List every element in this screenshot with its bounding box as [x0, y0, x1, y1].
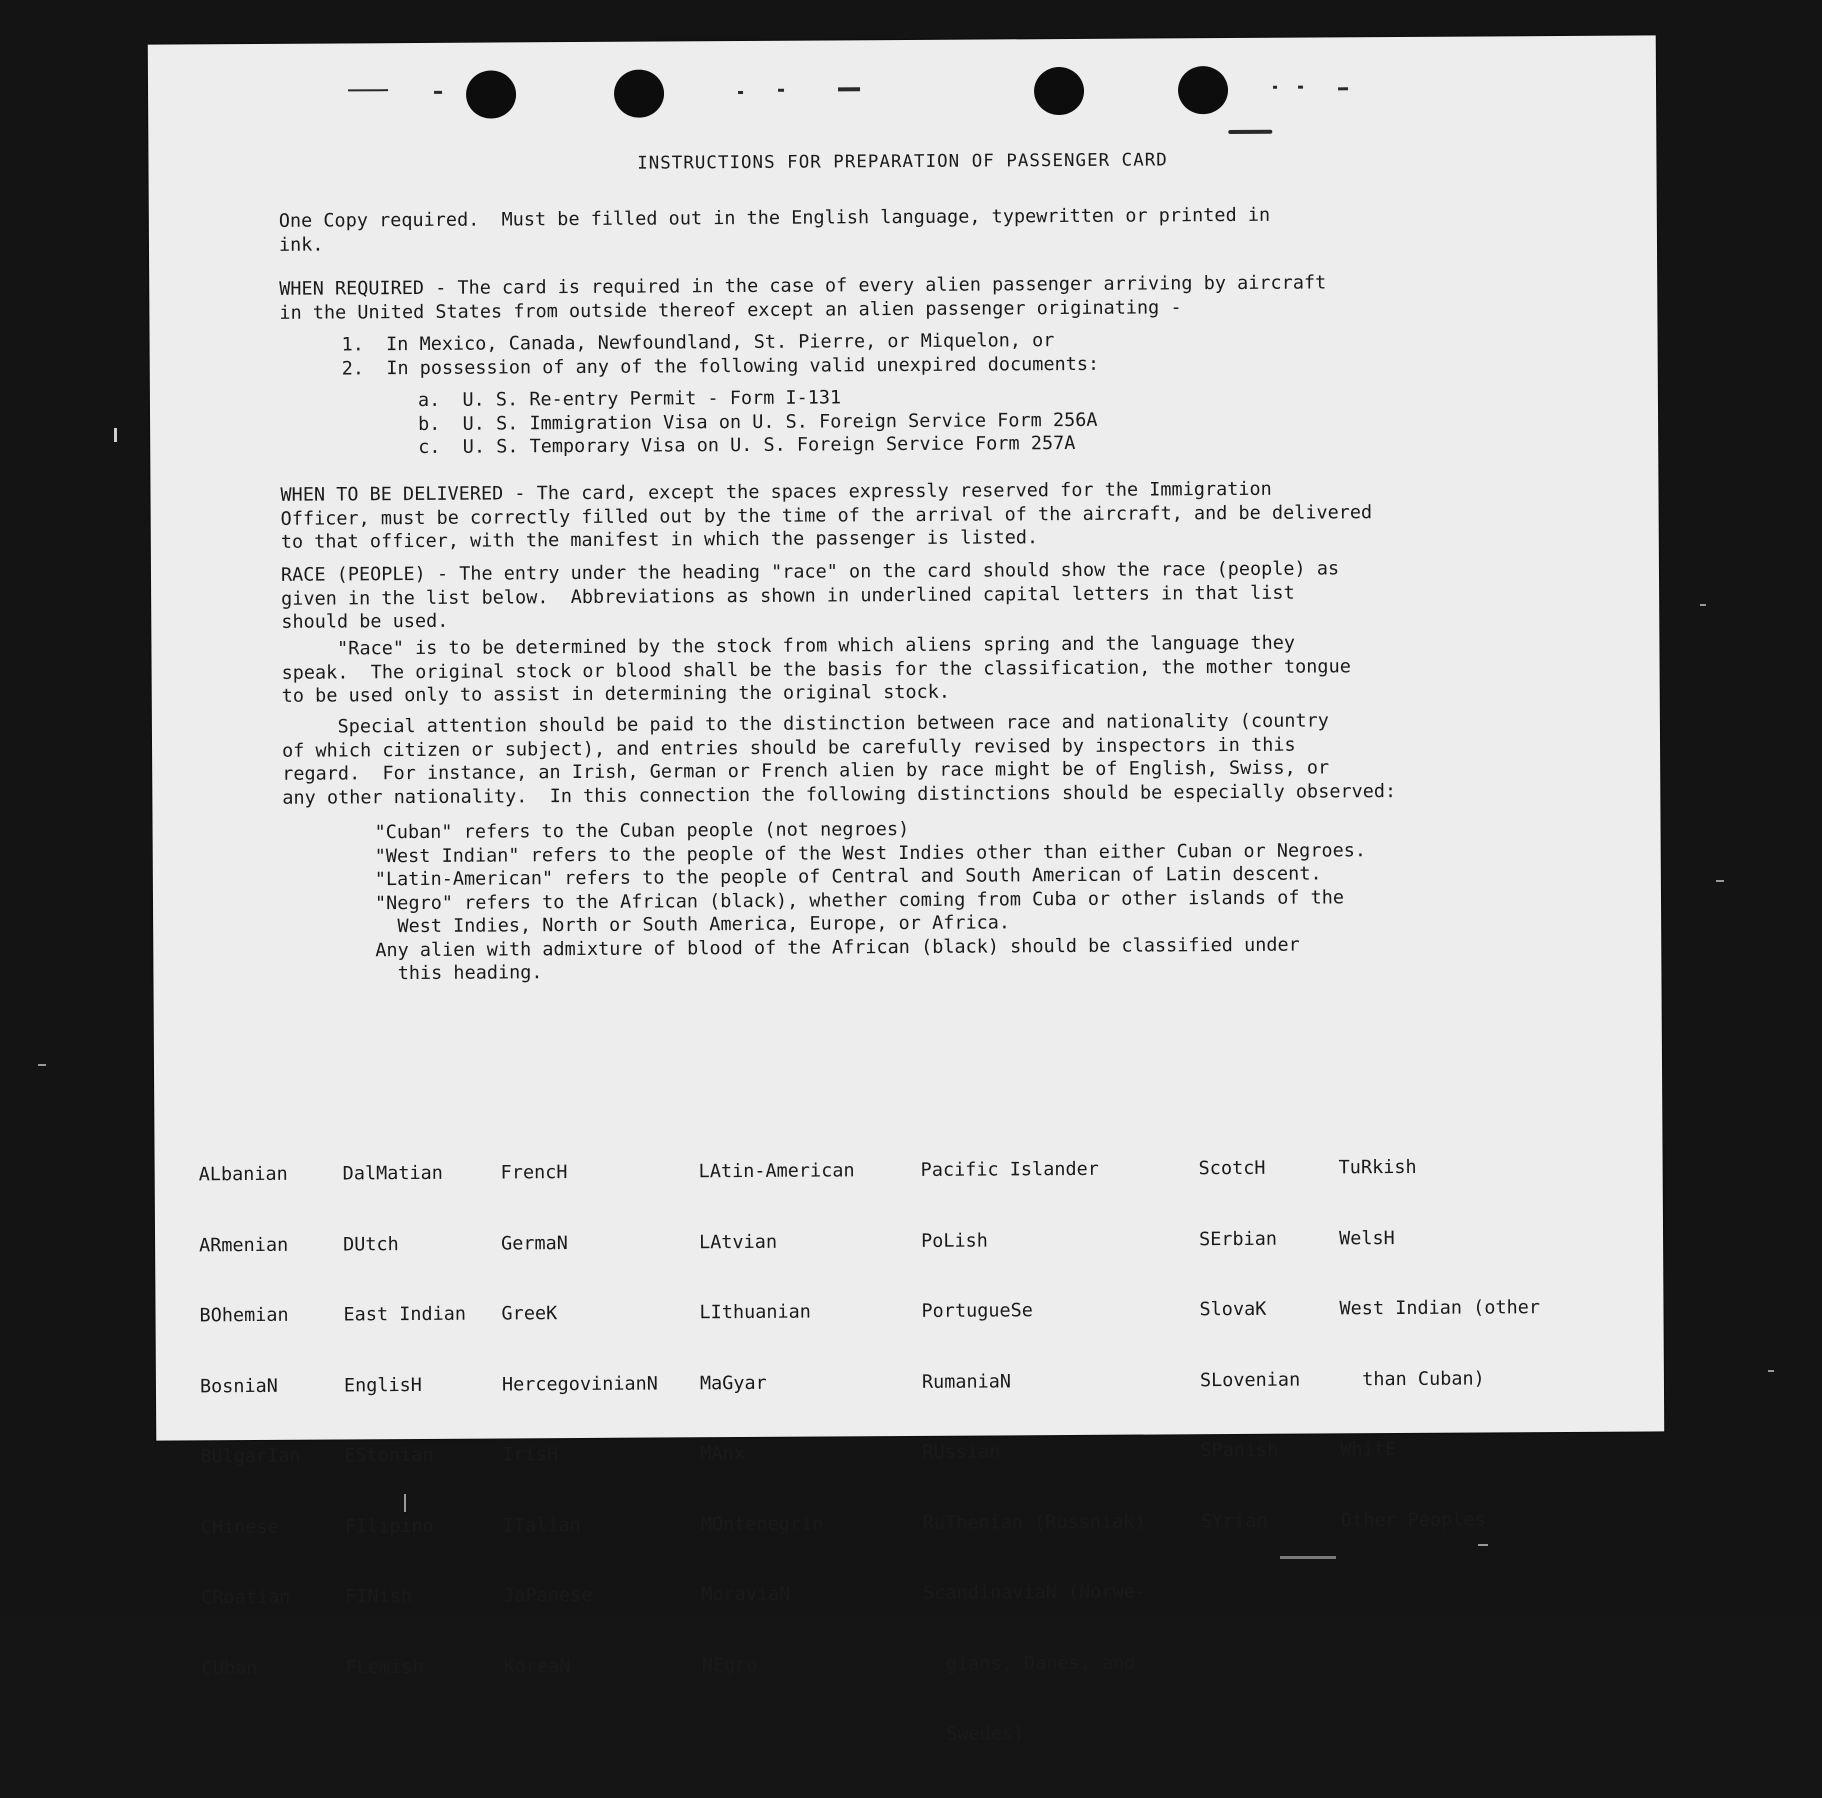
race-list-item: FIlipino — [344, 1515, 434, 1537]
race-list-item: than Cuban) — [1339, 1367, 1485, 1390]
race-list-item: LIthuanian — [699, 1301, 811, 1324]
race-list-item: SlovaK — [1199, 1298, 1267, 1321]
scan-speck — [1280, 1556, 1336, 1559]
race-list-item: FINish — [345, 1586, 413, 1608]
race-list-item: LAtin-American — [698, 1160, 855, 1183]
race-list-item: MOntenegrin — [700, 1513, 824, 1535]
punch-hole — [466, 70, 516, 118]
when-required-paragraph: WHEN REQUIRED - The card is required in the case of every alien passenger arriving by aircraft in the United States from outside thereof except an alien passenger originating - — [279, 272, 1327, 324]
race-list-column — [698, 1112, 858, 1724]
race-list-item: ScandinaviaN (Norwe- — [923, 1581, 1147, 1604]
scan-speck — [1768, 1370, 1774, 1372]
race-list-item: HercegovinianN — [501, 1373, 658, 1395]
race-list-item: EStonian — [344, 1444, 434, 1467]
distinctions-list: "Cuban" refers to the Cuban people (not negroes) "West Indian" refers to the people of the West Indies other than either Cuban or Negroes. "Latin-American" refers to the people of Central and South American of Latin descent. "Negro" refers to the African (black), whether coming from Cuba or other islands of the West Indies, North or South America, Europe, or Africa. Any alien with admixture of blood of the African (black) should be classified under this heading. — [374, 818, 1367, 985]
race-list-column — [1198, 1110, 1301, 1581]
race-list-item: Pacific Islander — [920, 1158, 1099, 1181]
scan-mark — [1338, 87, 1348, 90]
race-list-column — [500, 1114, 660, 1726]
race-list-item: MoraviaN — [701, 1583, 791, 1606]
race-list-item: CRoatian — [201, 1586, 291, 1609]
race-list-column — [198, 1116, 302, 1728]
race-list-item: EnglisH — [343, 1374, 422, 1396]
document-page — [148, 35, 1664, 1745]
race-list-item: JaPanese — [503, 1584, 593, 1607]
race-list-item: ITalian — [502, 1514, 581, 1536]
race-definition-paragraph: "Race" is to be determined by the stock from which aliens spring and the language they speak. The original stock or blood shall be the basis for the classification, the mother tongue to be used only to assist in determining the original stock. — [281, 632, 1351, 707]
race-list-item: LAtvian — [699, 1231, 778, 1253]
scan-mark — [778, 89, 784, 92]
race-list-item: TuRkish — [1338, 1156, 1417, 1179]
race-list-item: FrencH — [500, 1162, 568, 1184]
race-list-item: RUssian — [922, 1441, 1001, 1463]
race-list-item: DUtch — [343, 1233, 399, 1255]
documents-list: a. U. S. Re-entry Permit - Form I-131 b. U. S. Immigration Visa on U. S. Foreign Service Form 256A c. U. S. Temporary Visa on U. S. Foreign Service Form 257A — [417, 387, 1098, 458]
race-list-item: ARmenian — [199, 1234, 289, 1256]
scan-speck — [114, 428, 117, 442]
scan-speck — [1478, 1544, 1488, 1546]
race-list-item: BUlgarIan — [200, 1445, 301, 1468]
special-attention-paragraph: Special attention should be paid to the distinction between race and nationality (country of which citizen or subject), and entries should be carefully revised by inspectors in this regard. For instance, an Irish, German or French alien by race might be of English, Swiss, or any other nationality. In this connection the following distinctions should be especially observed: — [281, 710, 1397, 809]
scan-mark — [1273, 86, 1277, 89]
race-list-item: SYrian — [1200, 1510, 1268, 1532]
scan-mark — [738, 91, 743, 94]
race-list-item: SPanish — [1200, 1439, 1279, 1462]
race-list-item: ALbanian — [198, 1163, 288, 1186]
scan-speck — [38, 1064, 46, 1066]
race-list-item: CUban — [201, 1657, 258, 1679]
race-list-item: SLovenian — [1199, 1369, 1301, 1391]
race-list-item: RuThenian (Russniak) — [922, 1511, 1146, 1534]
race-list-item: KoreaN — [503, 1655, 571, 1677]
race-list-item: PoLish — [921, 1230, 988, 1252]
race-list-item: PortugueSe — [921, 1300, 1033, 1322]
scan-mark — [434, 91, 442, 94]
race-list-item: FLemish — [345, 1656, 424, 1678]
intro-paragraph: One Copy required. Must be filled out in the English language, typewritten or printed in ink. — [278, 204, 1271, 256]
race-list-item: Other Peoples — [1340, 1508, 1486, 1531]
race-list-item: GermaN — [501, 1232, 568, 1254]
scan-mark — [1298, 86, 1303, 89]
race-list-item: BosniaN — [199, 1375, 278, 1397]
race-list-item: GreeK — [501, 1303, 558, 1325]
race-list-item: ScotcH — [1198, 1157, 1266, 1180]
when-delivered-paragraph: WHEN TO BE DELIVERED - The card, except the spaces expressly reserved for the Immigration Officer, must be correctly filled out by the time of the arrival of the aircraft, and be delivered to that officer, with the manifest in which the passenger is listed. — [280, 478, 1373, 553]
race-list-column — [342, 1115, 468, 1727]
scan-speck — [1700, 604, 1706, 606]
race-list-item: WelsH — [1339, 1227, 1395, 1249]
race-list-item: NEgro — [701, 1654, 758, 1676]
scan-mark — [838, 87, 860, 91]
scan-speck — [404, 1494, 406, 1512]
scan-mark — [1228, 130, 1272, 134]
race-list-item: WhitE — [1340, 1439, 1397, 1461]
exceptions-list: 1. In Mexico, Canada, Newfoundland, St. Pierre, or Miquelon, or 2. In possession of any of the following valid unexpired documents: — [341, 330, 1100, 379]
scan-speck — [1716, 880, 1724, 882]
race-list-item: MaGyar — [699, 1372, 767, 1394]
race-list-item: SErbian — [1199, 1228, 1278, 1250]
race-list-item: BOhemian — [199, 1304, 289, 1327]
race-list-item: East Indian — [343, 1303, 467, 1326]
punch-hole — [1178, 66, 1228, 114]
scan-mark — [348, 89, 388, 91]
punch-hole — [614, 69, 664, 117]
race-list-item: West Indian (other — [1339, 1297, 1541, 1320]
punch-hole — [1034, 67, 1084, 115]
race-list-item: DalMatian — [342, 1162, 443, 1185]
race-list-item: gians, Danes, and — [923, 1652, 1136, 1675]
race-list-item: Swedes) — [924, 1723, 1025, 1745]
race-list-column — [920, 1111, 1147, 1794]
race-list-item: MAnx — [700, 1442, 745, 1465]
race-list-item: CHinese — [200, 1516, 279, 1538]
race-list-column — [1338, 1108, 1541, 1579]
race-people-paragraph: RACE (PEOPLE) - The entry under the heading "race" on the card should show the race (people) as given in the list below. Abbreviations as shown in underlined capital letters in that list should be used. — [280, 558, 1340, 633]
document-title: INSTRUCTIONS FOR PREPARATION OF PASSENGER CARD — [637, 150, 1168, 174]
race-list-item: IrisH — [502, 1444, 559, 1466]
race-list-item: RumaniaN — [921, 1370, 1012, 1393]
